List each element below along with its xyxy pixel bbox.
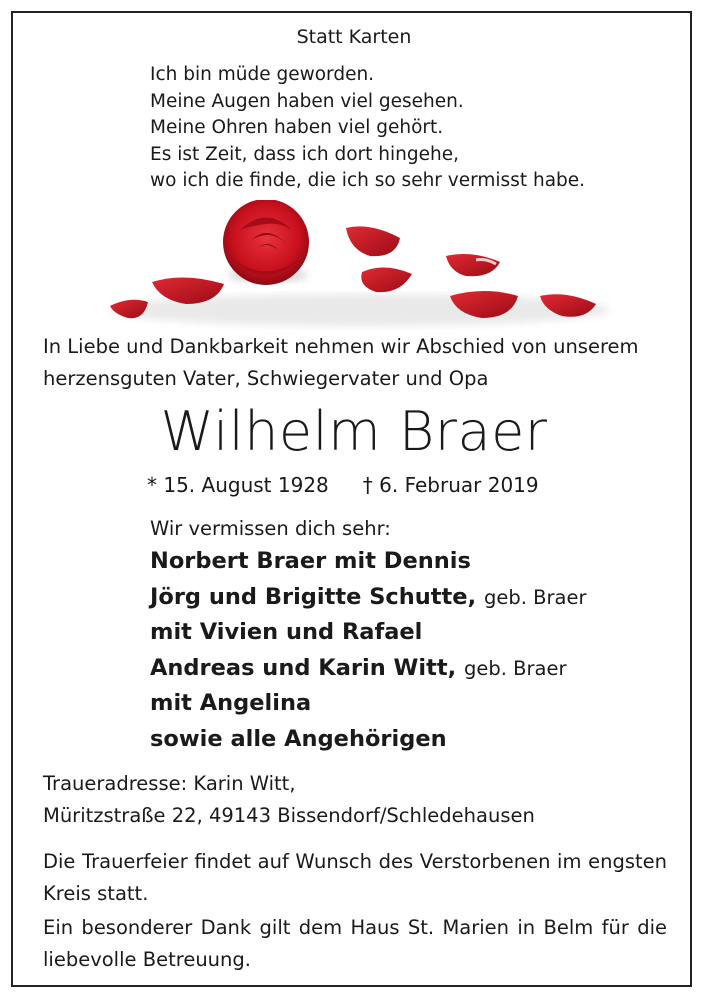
mourner-name: Andreas und Karin Witt, (150, 654, 457, 681)
birth-date: * 15. August 1928 (147, 473, 329, 497)
rose-icon (223, 200, 309, 285)
mourner-note: geb. Braer (464, 656, 567, 680)
deceased-name: Wilhelm Braer (160, 400, 548, 463)
header-statt-karten: Statt Karten (296, 26, 412, 48)
poem (150, 62, 585, 195)
mourner-line (150, 651, 586, 687)
mourner-line (150, 544, 586, 580)
death-date: † 6. Februar 2019 (362, 473, 539, 497)
mourner-line (150, 722, 586, 758)
mourner-name: mit Angelina (150, 690, 312, 716)
address-line: Traueradresse: Karin Witt, (43, 772, 296, 795)
thanks-notice: Ein besonderer Dank gilt dem Haus St. Marien in Belm für die liebevolle Betreuung. (43, 916, 667, 971)
life-dates (147, 473, 539, 497)
mourners-list (150, 514, 586, 757)
poem-line: Ich bin müde geworden. (150, 64, 375, 85)
mourner-note: geb. Braer (483, 585, 587, 609)
poem-line: Meine Augen haben viel gesehen. (150, 90, 464, 112)
intro-line: In Liebe und Dankbarkeit nehmen wir Abschied von unserem (43, 335, 639, 358)
rose-petals-image (100, 200, 620, 335)
mourner-line (150, 686, 586, 722)
mourner-line (150, 580, 586, 616)
poem-line: Es ist Zeit, dass ich dort hingehe, (150, 143, 459, 165)
funeral-notice: Die Trauerfeier findet auf Wunsch des Verstorbenen im engsten Kreis statt. (43, 850, 667, 905)
mourning-address (43, 768, 535, 832)
mourner-name: sowie alle Angehörigen (150, 725, 447, 752)
poem-line: wo ich die finde, die ich so sehr vermisst habe. (150, 170, 586, 191)
mourner-line (150, 615, 586, 651)
mourner-name: Jörg und Brigitte Schutte, (150, 583, 477, 610)
poem-line: Meine Ohren haben viel gehört. (150, 117, 444, 138)
mourners-intro: Wir vermissen dich sehr: (150, 517, 391, 540)
address-line: Müritzstraße 22, 49143 Bissendorf/Schledehausen (43, 804, 535, 827)
intro-text (43, 331, 639, 395)
mourner-name: Norbert Braer mit Dennis (150, 548, 471, 574)
mourner-name: mit Vivien und Rafael (150, 619, 423, 645)
intro-line: herzensguten Vater, Schwiegervater und Opa (43, 367, 489, 390)
